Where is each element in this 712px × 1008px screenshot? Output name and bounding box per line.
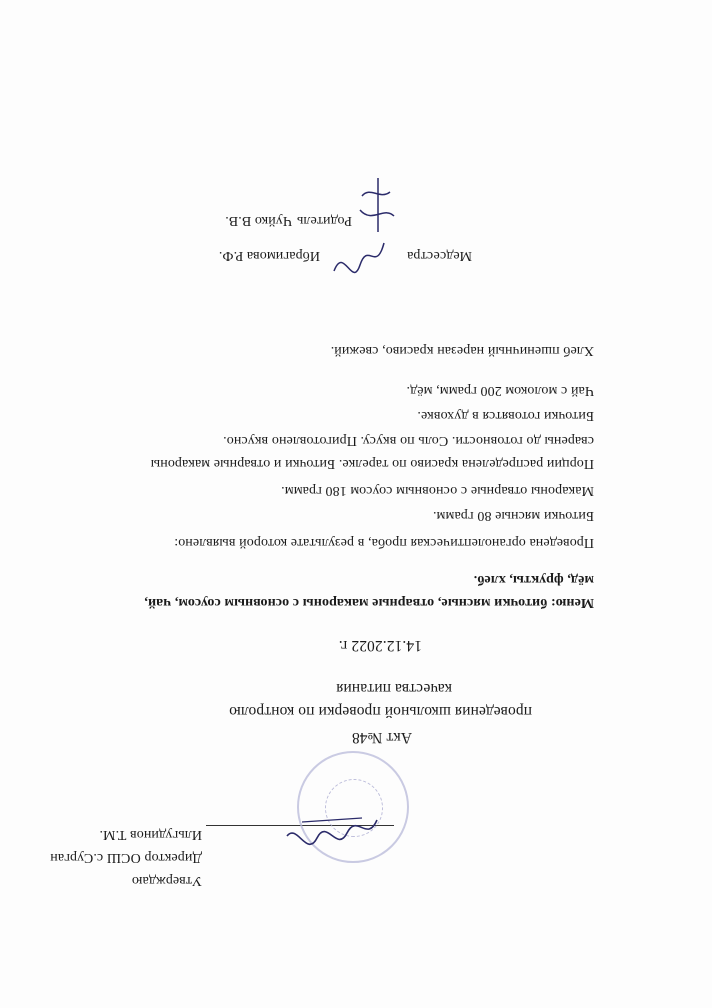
nurse-name: Ибрагимова Р.Ф. [218, 248, 320, 263]
director-name: Ильгудинов Т.М. [99, 827, 202, 842]
approval-label: Утверждаю [131, 873, 202, 888]
parent-name: Чуйко В.В. [225, 213, 292, 228]
body-item-2: Макароны отварные с основным соусом 180 грамм. [281, 483, 594, 498]
body-item-6: Хлеб пшеничный нарезан красиво, свежий. [330, 343, 594, 358]
act-title: Акт №48 [351, 729, 412, 746]
nurse-role: Медсестра [407, 248, 472, 263]
director-signature [282, 808, 382, 848]
nurse-signature [324, 233, 394, 283]
act-date: 14.12.2022 г. [338, 637, 422, 654]
parent-signature [352, 172, 402, 236]
body-item-4: Биточки готовятся в духовке. [417, 408, 594, 423]
parent-role: Родитель [296, 213, 352, 228]
act-subtitle-1: проведения школьной проверки по контролю [229, 703, 532, 720]
menu-line-2: мёд, фрукты, хлеб. [473, 572, 594, 587]
act-subtitle-2: качества питания [336, 680, 452, 697]
menu-line-1: Меню: биточки мясные, отварные макароны с основным соусом, чай, [144, 595, 594, 610]
body-item-3a: Порции распределена красиво по тарелке. Биточки и отварные макароны [150, 456, 594, 471]
body-item-1: Биточки мясные 80 грамм. [432, 508, 594, 523]
body-item-5: Чай с молоком 200 грамм, мёд. [406, 383, 594, 398]
body-item-3b: сварены до готовности. Соль по вкусу. Приготовлено вкусно. [223, 433, 594, 448]
director-line: Директор ОСШ с.Сурган [50, 850, 202, 865]
intro-text: Проведена органолептическая проба, в результате которой выявлено: [174, 535, 594, 550]
